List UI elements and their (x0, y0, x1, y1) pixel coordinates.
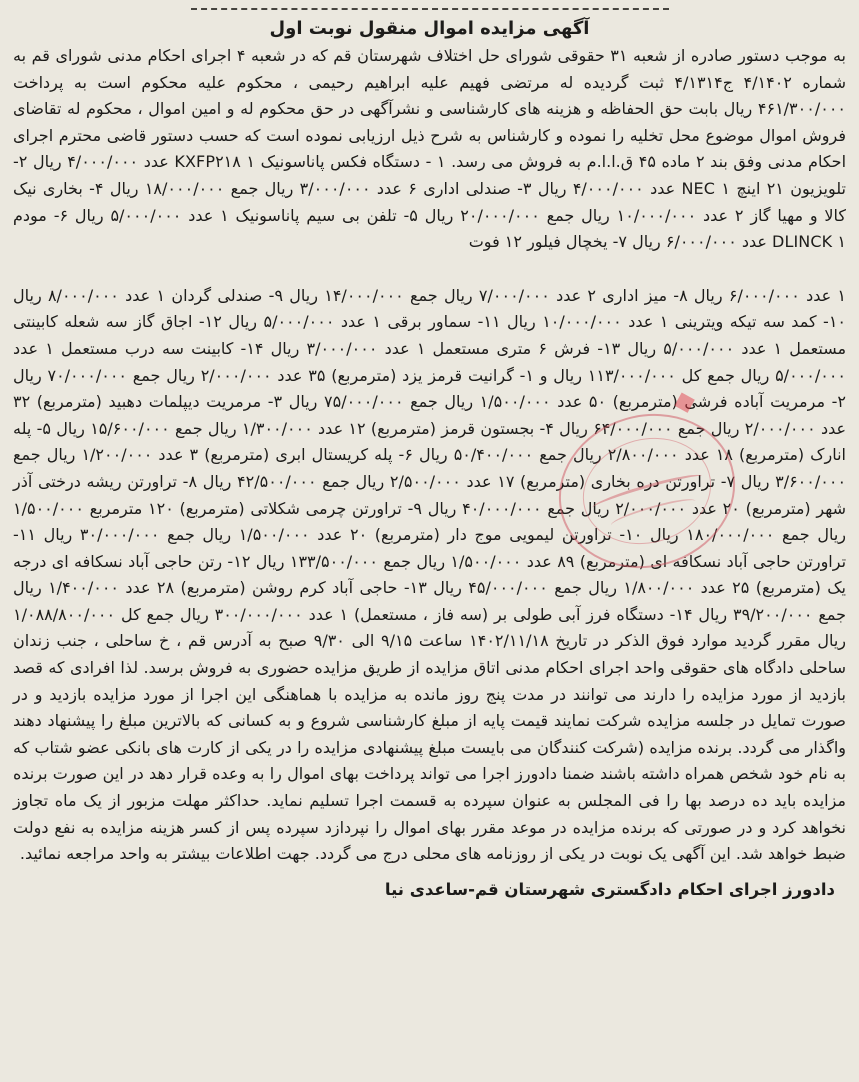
dashed-divider (191, 8, 669, 10)
signature-line: دادورز اجرای احکام دادگستری شهرستان قم-ساعدی نیا (384, 879, 835, 899)
notice-paragraph-2: ۱ عدد ۶/۰۰۰/۰۰۰ ریال ۸- میز اداری ۲ عدد ۷/۰۰۰/۰۰۰ ریال جمع ۱۴/۰۰۰/۰۰۰ ریال ۹- صندلی گردان ۱ عدد ۸/۰۰۰/۰۰۰ ریال ۱۰- کمد سه تیکه ویترینی ۱ عدد ۱۰/۰۰۰/۰۰۰ ریال ۱۱- سماور برقی ۱ عدد ۵/۰۰۰/۰۰۰ ریال ۱۲- اجاق گاز سه شعله کابینتی مستعمل ۱ عدد ۵/۰۰۰/۰۰۰ ریال ۱۳- فرش ۶ متری مستعمل ۱ عدد ۳/۰۰۰/۰۰۰ ریال ۱۴- کابینت سه درب مستعمل ۱ عدد ۵/۰۰۰/۰۰۰ ریال جمع کل ۱۱۳/۰۰۰/۰۰۰ ریال و ۱- گرانیت قرمز یزد (مترمربع) ۳۵ عدد ۲/۰۰۰/۰۰۰ ریال جمع ۷۰/۰۰۰/۰۰۰ ریال ۲- مرمریت آباده فرشی (مترمربع) ۵۰ عدد ۱/۵۰۰/۰۰۰ ریال جمع ۷۵/۰۰۰/۰۰۰ ریال ۳- مرمریت دیپلمات دهبید (مترمربع) ۳۲ عدد ۲/۰۰۰/۰۰۰ ریال جمع ۶۴/۰۰۰/۰۰۰ ریال ۴- بجستون قرمز (مترمربع) ۱۲ عدد ۱/۳۰۰/۰۰۰ ریال جمع ۱۵/۶۰۰/۰۰۰ ریال ۵- پله انارک (مترمربع) ۱۸ عدد ۲/۸۰۰/۰۰۰ ریال جمع ۵۰/۴۰۰/۰۰۰ ریال ۶- پله کریستال ابری (مترمربع) ۳ عدد ۱/۲۰۰/۰۰۰ ریال جمع ۳/۶۰۰/۰۰۰ ریال ۷- تراورتن دره بخاری (مترمربع) ۱۷ عدد ۲/۵۰۰/۰۰۰ ریال جمع ۴۲/۵۰۰/۰۰۰ ریال ۸- تراورتن ریشه درختی آذر شهر (مترمربع) ۲۰ عدد ۲/۰۰۰/۰۰۰ ریال جمع ۴۰/۰۰۰/۰۰۰ ریال ۹- تراورتن چرمی شکلاتی (مترمربع) ۱۲۰ مترمربع ۱/۵۰۰/۰۰۰ ریال جمع ۱۸۰/۰۰۰/۰۰۰ ریال ۱۰- تراورتن لیمویی موج دار (مترمربع) ۲۰ عدد ۱/۵۰۰/۰۰۰ ریال جمع ۳۰/۰۰۰/۰۰۰ ریال ۱۱- تراورتن حاجی آباد نسکافه ای (مترمربع) ۸۹ عدد ۱/۵۰۰/۰۰۰ ریال جمع ۱۳۳/۵۰۰/۰۰۰ ریال ۱۲- رتن حاجی آباد نسکافه ای درجه یک (مترمربع) ۲۵ عدد ۱/۸۰۰/۰۰۰ ریال جمع ۴۵/۰۰۰/۰۰۰ ریال ۱۳- حاجی آباد کرم روشن (مترمربع) ۲۸ عدد ۱/۴۰۰/۰۰۰ ریال جمع ۳۹/۲۰۰/۰۰۰ ریال ۱۴- دستگاه فرز آبی طولی بر (سه فاز ، مستعمل) ۱ عدد ۳۰۰/۰۰۰/۰۰۰ ریال جمع کل ۱/۰۸۸/۸۰۰/۰۰۰ ریال مقرر گردید موارد فوق الذکر در تاریخ ۱۴۰۲/۱۱/۱۸ ساعت ۹/۱۵ الی ۹/۳۰ صبح به آدرس قم ، خ ساحلی ، جنب زندان ساحلی دادگاه های حقوقی واحد اجرای احکام مدنی اتاق مزایده از طریق مزایده حضوری به فروش برسد. لذا افرادی که قصد بازدید از مورد مزایده را دارند می توانند در مدت پنج روز مانده به مزایده با هماهنگی این اجرا از مورد مزایده بازدید و در صورت تمایل در جلسه مزایده شرکت نمایند قیمت پایه از مبلغ کارشناسی شروع و به کسانی که بالاترین مبلغ را پیشنهاد دهند واگذار می گردد. برنده مزایده (شرکت کنندگان می بایست مبلغ پیشنهادی مزایده را در یکی از کارت های بانکی عضو شتاب که به نام خود شخص همراه داشته باشند ضمنا دادورز اجرا می تواند پرداخت بهای اموال را به وعده قرار دهد در این صورت برنده مزایده باید ده درصد بها را فی المجلس به عنوان سپرده به قسمت اجرا تسلیم نماید. حداکثر مهلت مزبور از یک ماه تجاوز نخواهد کرد و در صورتی که برنده مزایده در موعد مقرر بهای اموال را نپردازد سپرده پس از کسر هزینه مزایده به نفع دولت ضبط خواهد شد. این آگهی یک نوبت در یکی از روزنامه های محلی درج می گردد. جهت اطلاعات بیشتر به واحد مراجعه نمائید. (13, 285, 847, 864)
notice-title: آگهی مزایده اموال منقول نوبت اول (269, 18, 590, 39)
notice-paragraph-1: به موجب دستور صادره از شعبه ۳۱ حقوقی شورای حل اختلاف شهرستان قم که در شعبه ۴ اجرای احکام مدنی شورای قم به شماره ۴/۱۴۰۲ ج۴/۱۳۱۴ ثبت گردیده له مرتضی فهیم علیه ابراهیم رحیمی ، محکوم علیه محکوم است به پرداخت ۴۶۱/۳۰۰/۰۰۰ ریال بابت حق الحفاظه و هزینه های کارشناسی و نشرآگهی در حق محکوم له و امین اموال ، محکوم له تقاضای فروش اموال موضوع محل تخلیه را نموده و کارشناس به شرح ذیل ارزیابی نموده است که حسب دستور قاضی محترم اجرای احکام مدنی وفق بند ۲ ماده ۴۵ ق.ا.ا.م به فروش می رسد. ۱ - دستگاه فکس پاناسونیک KXFP۲۱۸ ۱ عدد ۴/۰۰۰/۰۰۰ ریال ۲- تلویزیون ۲۱ اینچ NEC ۱ عدد ۴/۰۰۰/۰۰۰ ریال ۳- صندلی اداری ۶ عدد ۳/۰۰۰/۰۰۰ ریال جمع ۱۸/۰۰۰/۰۰۰ ریال ۴- بخاری نیک کالا و مهیا گاز ۲ عدد ۱۰/۰۰۰/۰۰۰ ریال جمع ۲۰/۰۰۰/۰۰۰ ریال ۵- تلفن بی سیم پاناسونیک ۱ عدد ۵/۰۰۰/۰۰۰ ریال ۶- مودم DLINCK ۱ عدد ۶/۰۰۰/۰۰۰ ریال ۷- یخچال فیلور ۱۲ فوت (13, 46, 847, 252)
